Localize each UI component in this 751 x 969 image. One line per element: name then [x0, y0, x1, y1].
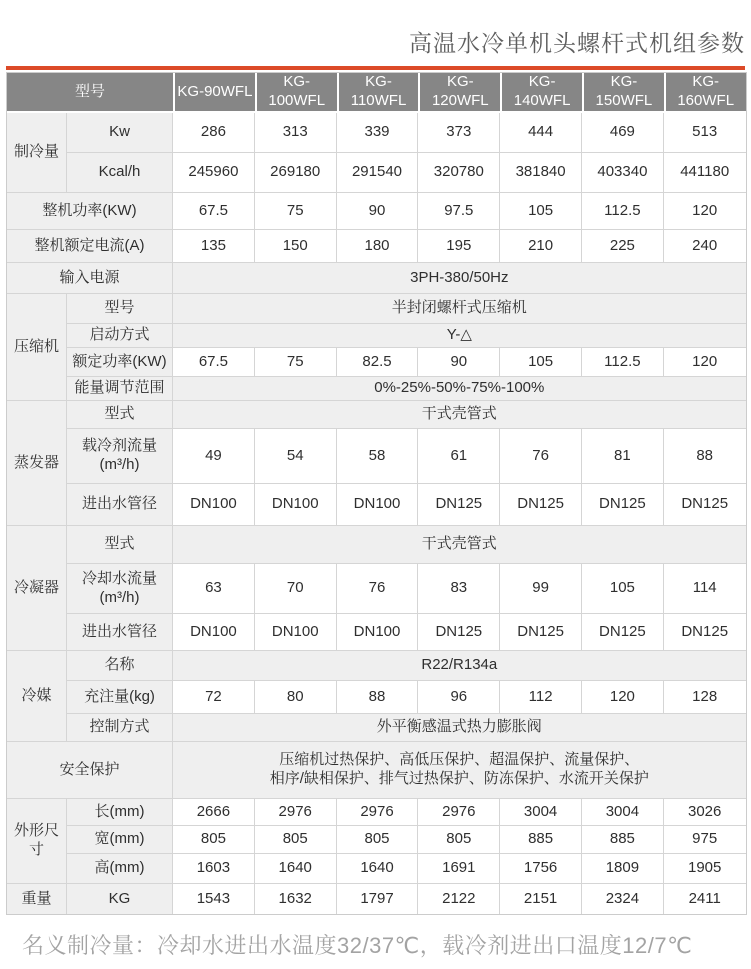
- value-cell: 49: [173, 429, 255, 484]
- merged-value-cell: Y-△: [173, 324, 746, 348]
- group-label-condenser: 冷凝器: [7, 526, 67, 651]
- table-row-refrigerant-control: [7, 714, 746, 742]
- value-cell: 105: [500, 348, 582, 377]
- column-header-model: KG-160WFL: [664, 73, 746, 113]
- merged-value-cell: 外平衡感温式热力膨胀阀: [173, 714, 746, 742]
- header-row: [7, 73, 746, 113]
- value-cell: 105: [500, 193, 582, 230]
- value-cell: 513: [664, 113, 746, 153]
- table-row-refrigerant-name: [7, 651, 746, 681]
- value-cell: 313: [255, 113, 337, 153]
- table-row-evaporator-pipe: [7, 484, 746, 526]
- value-cell: 269180: [255, 153, 337, 193]
- value-cell: 105: [582, 564, 664, 614]
- value-cell: 339: [337, 113, 419, 153]
- row-label: 宽(mm): [67, 826, 173, 854]
- value-cell: 2324: [582, 884, 664, 914]
- table-row-compressor-model: [7, 294, 746, 324]
- value-cell: 112.5: [582, 193, 664, 230]
- merged-value-cell: 半封闭螺杆式压缩机: [173, 294, 746, 324]
- value-cell: 54: [255, 429, 337, 484]
- value-cell: 373: [418, 113, 500, 153]
- table-row-evaporator-flow: [7, 429, 746, 484]
- value-cell: 76: [337, 564, 419, 614]
- value-cell: DN125: [500, 614, 582, 651]
- value-cell: 67.5: [173, 348, 255, 377]
- value-cell: 67.5: [173, 193, 255, 230]
- value-cell: 320780: [418, 153, 500, 193]
- value-cell: 2976: [255, 799, 337, 826]
- value-cell: DN125: [418, 614, 500, 651]
- value-cell: 120: [582, 681, 664, 714]
- value-cell: 120: [664, 348, 746, 377]
- value-cell: 195: [418, 230, 500, 263]
- table-row-input-power: [7, 263, 746, 294]
- value-cell: 1640: [255, 854, 337, 884]
- table-row-condenser-type: [7, 526, 746, 564]
- value-cell: 80: [255, 681, 337, 714]
- accent-divider: [6, 66, 745, 70]
- table-row-cooling-kcal: [7, 153, 746, 193]
- row-label: 高(mm): [67, 854, 173, 884]
- column-header-model: KG-110WFL: [337, 73, 419, 113]
- value-cell: DN100: [173, 614, 255, 651]
- safety-line-2: 相序/缺相保护、排气过热保护、防冻保护、水流开关保护: [269, 770, 649, 787]
- row-label: 进出水管径: [67, 614, 173, 651]
- table-row-compressor-rated-power: [7, 348, 746, 377]
- value-cell: 90: [418, 348, 500, 377]
- value-cell: 885: [500, 826, 582, 854]
- value-cell: 1905: [664, 854, 746, 884]
- value-cell: 805: [255, 826, 337, 854]
- value-cell: 1756: [500, 854, 582, 884]
- row-label: 型式: [67, 401, 173, 429]
- value-cell: 88: [664, 429, 746, 484]
- value-cell: 441180: [664, 153, 746, 193]
- table-row-compressor-start: [7, 324, 746, 348]
- value-cell: 1632: [255, 884, 337, 914]
- value-cell: 83: [418, 564, 500, 614]
- value-cell: DN125: [582, 484, 664, 526]
- group-label-compressor: 压缩机: [7, 294, 67, 401]
- value-cell: 2976: [337, 799, 419, 826]
- value-cell: 63: [173, 564, 255, 614]
- row-label: 能量调节范围: [67, 377, 173, 401]
- merged-value-cell: 干式壳管式: [173, 401, 746, 429]
- value-cell: 3004: [500, 799, 582, 826]
- group-label-refrigerant: 冷媒: [7, 651, 67, 742]
- group-label-cooling: 制冷量: [7, 113, 67, 193]
- value-cell: 114: [664, 564, 746, 614]
- value-cell: DN125: [664, 484, 746, 526]
- row-label: Kw: [67, 113, 173, 153]
- column-header-model: KG-90WFL: [173, 73, 255, 113]
- row-label: 输入电源: [7, 263, 173, 294]
- column-header-model: KG-120WFL: [418, 73, 500, 113]
- merged-value-cell: R22/R134a: [173, 651, 746, 681]
- value-cell: 2666: [173, 799, 255, 826]
- value-cell: 97.5: [418, 193, 500, 230]
- row-label: 载冷剂流量(m³/h): [67, 429, 173, 484]
- row-label: 型号: [67, 294, 173, 324]
- value-cell: 96: [418, 681, 500, 714]
- value-cell: 805: [173, 826, 255, 854]
- value-cell: 469: [582, 113, 664, 153]
- row-label: 名称: [67, 651, 173, 681]
- value-cell: 1809: [582, 854, 664, 884]
- merged-value-cell-safety: [173, 742, 746, 799]
- row-label: 长(mm): [67, 799, 173, 826]
- table-row-dimension-length: [7, 799, 746, 826]
- page-title: 高温水冷单机头螺杆式机组参数: [409, 30, 745, 56]
- value-cell: 975: [664, 826, 746, 854]
- table-row-condenser-flow: [7, 564, 746, 614]
- value-cell: 112: [500, 681, 582, 714]
- row-label: 启动方式: [67, 324, 173, 348]
- value-cell: 135: [173, 230, 255, 263]
- table-row-power: [7, 193, 746, 230]
- merged-value-cell: 干式壳管式: [173, 526, 746, 564]
- table-row-cooling-kw: [7, 113, 746, 153]
- column-header-model: KG-150WFL: [582, 73, 664, 113]
- merged-value-cell: 3PH-380/50Hz: [173, 263, 746, 294]
- table-row-refrigerant-charge: [7, 681, 746, 714]
- table-row-evaporator-type: [7, 401, 746, 429]
- row-label: 整机额定电流(A): [7, 230, 173, 263]
- value-cell: 88: [337, 681, 419, 714]
- value-cell: DN100: [337, 484, 419, 526]
- table-row-dimension-height: [7, 854, 746, 884]
- row-label: 控制方式: [67, 714, 173, 742]
- column-header-model: KG-100WFL: [255, 73, 337, 113]
- row-label: 额定功率(KW): [67, 348, 173, 377]
- value-cell: DN100: [255, 614, 337, 651]
- value-cell: 240: [664, 230, 746, 263]
- value-cell: DN125: [418, 484, 500, 526]
- value-cell: 381840: [500, 153, 582, 193]
- value-cell: 245960: [173, 153, 255, 193]
- value-cell: 2151: [500, 884, 582, 914]
- value-cell: 1603: [173, 854, 255, 884]
- value-cell: 805: [418, 826, 500, 854]
- footnote: 名义制冷量：冷却水进出水温度32/37℃，载冷剂进出口温度12/7℃: [22, 933, 693, 958]
- value-cell: 1691: [418, 854, 500, 884]
- value-cell: 112.5: [582, 348, 664, 377]
- safety-line-1: 压缩机过热保护、高低压保护、超温保护、流量保护、: [279, 751, 640, 769]
- value-cell: 180: [337, 230, 419, 263]
- row-label: Kcal/h: [67, 153, 173, 193]
- value-cell: 58: [337, 429, 419, 484]
- column-header-model-label: 型号: [7, 73, 173, 113]
- value-cell: 81: [582, 429, 664, 484]
- row-label: 整机功率(KW): [7, 193, 173, 230]
- value-cell: DN125: [664, 614, 746, 651]
- value-cell: 291540: [337, 153, 419, 193]
- value-cell: 885: [582, 826, 664, 854]
- value-cell: 120: [664, 193, 746, 230]
- row-label: 型式: [67, 526, 173, 564]
- row-label: 进出水管径: [67, 484, 173, 526]
- value-cell: 403340: [582, 153, 664, 193]
- value-cell: 72: [173, 681, 255, 714]
- table-row-safety: [7, 742, 746, 799]
- value-cell: 90: [337, 193, 419, 230]
- value-cell: 3026: [664, 799, 746, 826]
- value-cell: 76: [500, 429, 582, 484]
- table-row-compressor-capacity-range: [7, 377, 746, 401]
- value-cell: 128: [664, 681, 746, 714]
- value-cell: 150: [255, 230, 337, 263]
- row-label: 冷却水流量(m³/h): [67, 564, 173, 614]
- value-cell: 210: [500, 230, 582, 263]
- value-cell: 444: [500, 113, 582, 153]
- value-cell: 3004: [582, 799, 664, 826]
- table-row-condenser-pipe: [7, 614, 746, 651]
- value-cell: 75: [255, 193, 337, 230]
- value-cell: 1543: [173, 884, 255, 914]
- value-cell: 286: [173, 113, 255, 153]
- value-cell: DN125: [500, 484, 582, 526]
- value-cell: 61: [418, 429, 500, 484]
- group-label-dimensions: 外形尺寸: [7, 799, 67, 884]
- value-cell: 82.5: [337, 348, 419, 377]
- value-cell: DN100: [337, 614, 419, 651]
- value-cell: DN100: [173, 484, 255, 526]
- value-cell: 2976: [418, 799, 500, 826]
- value-cell: 225: [582, 230, 664, 263]
- value-cell: 2411: [664, 884, 746, 914]
- merged-value-cell: 0%-25%-50%-75%-100%: [173, 377, 746, 401]
- value-cell: 2122: [418, 884, 500, 914]
- group-label-weight: 重量: [7, 884, 67, 914]
- table-row-weight: [7, 884, 746, 914]
- table-row-current: [7, 230, 746, 263]
- value-cell: 1640: [337, 854, 419, 884]
- value-cell: 70: [255, 564, 337, 614]
- value-cell: 1797: [337, 884, 419, 914]
- value-cell: 805: [337, 826, 419, 854]
- spec-table: [6, 72, 747, 915]
- row-label: KG: [67, 884, 173, 914]
- value-cell: DN125: [582, 614, 664, 651]
- column-header-model: KG-140WFL: [500, 73, 582, 113]
- row-label: 充注量(kg): [67, 681, 173, 714]
- value-cell: 75: [255, 348, 337, 377]
- value-cell: 99: [500, 564, 582, 614]
- table-row-dimension-width: [7, 826, 746, 854]
- value-cell: DN100: [255, 484, 337, 526]
- row-label-safety: 安全保护: [7, 742, 173, 799]
- group-label-evaporator: 蒸发器: [7, 401, 67, 526]
